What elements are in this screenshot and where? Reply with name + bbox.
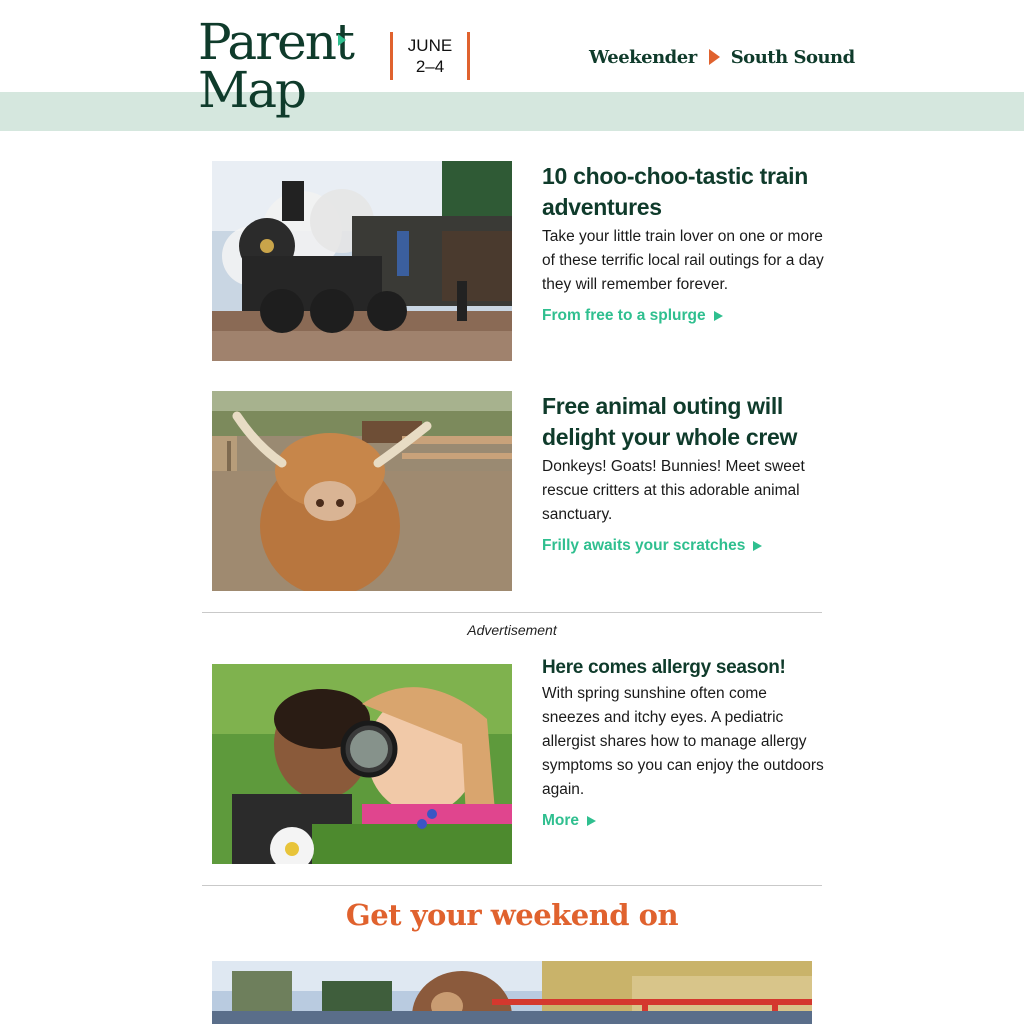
ad-body: With spring sunshine often come sneezes and itchy eyes. A pediatric allergist shares how to manage allergy symptoms so you can enjoy the outdoors again. [542, 685, 824, 798]
story-link-label: From free to a splurge [542, 307, 706, 324]
issue-date-month: JUNE [407, 36, 453, 55]
logo-text-map: Map [198, 61, 306, 119]
newsletter-header [0, 0, 1024, 131]
story-title[interactable]: 10 choo-choo-tastic train adventures [542, 163, 808, 220]
breadcrumb-south-sound[interactable]: South Sound [730, 46, 855, 68]
logo-text-parent: Parent [198, 13, 353, 71]
playground-photo[interactable] [212, 961, 812, 1024]
story-animal-text [542, 391, 824, 555]
story-link[interactable] [542, 537, 762, 555]
play-arrow-icon [753, 541, 762, 551]
breadcrumb-separator-icon [709, 49, 720, 65]
story-body: Donkeys! Goats! Bunnies! Meet sweet rescue critters at this adorable animal sanctuary. [542, 458, 805, 523]
advertisement-label: Advertisement [467, 622, 557, 638]
ad-story-text [542, 656, 824, 830]
story-animal [212, 391, 824, 591]
kids-magnifier-photo[interactable] [212, 664, 512, 864]
issue-date-range: 2–4 [415, 57, 445, 76]
ad-link-label: More [542, 812, 580, 829]
parentmap-logo[interactable] [198, 14, 358, 122]
play-arrow-icon [714, 311, 723, 321]
breadcrumb [589, 44, 855, 70]
issue-date-box [390, 32, 470, 80]
play-arrow-icon [587, 816, 596, 826]
logo-triangle-icon [338, 34, 346, 46]
highland-cow-photo[interactable] [212, 391, 512, 591]
story-body: Take your little train lover on one or more of these terrific local rail outings for a day they will remember forever. [542, 228, 824, 293]
header-band [0, 92, 1024, 131]
ad-title[interactable]: Here comes allergy season! [542, 657, 786, 678]
ad-link[interactable] [542, 812, 596, 830]
story-train-text [542, 161, 824, 325]
section-title: Get your weekend on [345, 898, 679, 932]
train-photo[interactable] [212, 161, 512, 361]
story-train [212, 161, 824, 361]
divider [202, 885, 822, 886]
story-title[interactable]: Free animal outing will delight your whole crew [542, 393, 798, 450]
story-link-label: Frilly awaits your scratches [542, 537, 746, 554]
ad-story-allergy [212, 656, 824, 864]
divider [202, 612, 822, 613]
story-link[interactable] [542, 307, 723, 325]
breadcrumb-weekender[interactable]: Weekender [589, 46, 697, 68]
